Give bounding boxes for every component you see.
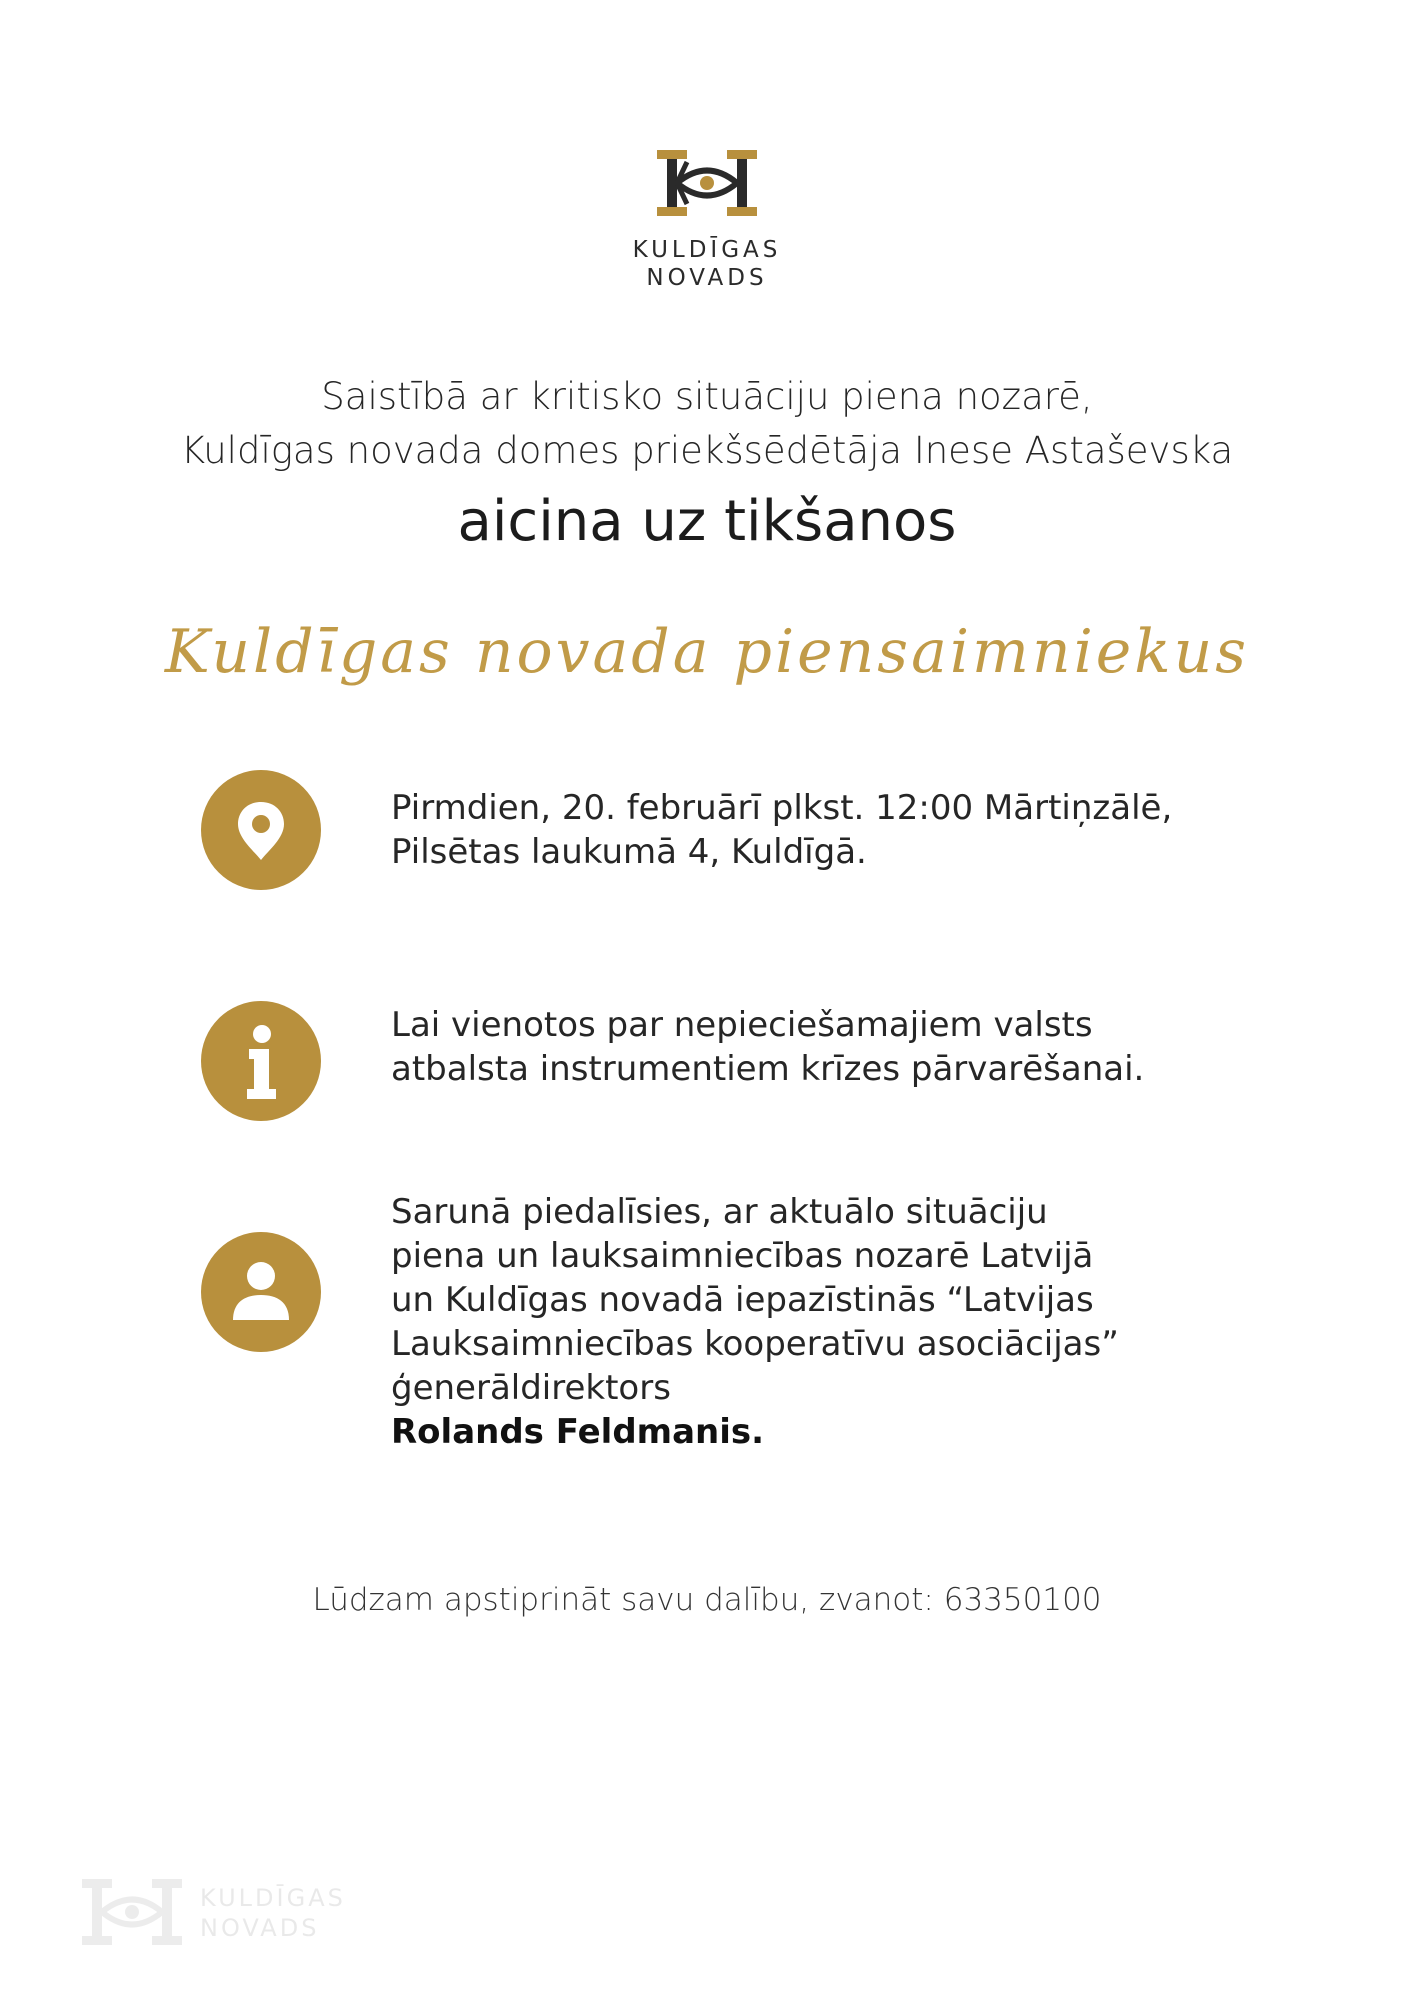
speaker-line1: Sarunā piedalīsies, ar aktuālo situāciju	[391, 1192, 1048, 1232]
watermark-line1: KULDĪGAS	[200, 1884, 346, 1912]
audience-heading: Kuldīgas novada piensaimniekus	[164, 617, 1250, 687]
speaker-line4: Lauksaimniecības kooperatīvu asociācijas”	[391, 1324, 1119, 1364]
info-icon	[201, 1001, 321, 1121]
speaker-line3: un Kuldīgas novadā iepazīstinās “Latvijas	[391, 1280, 1094, 1320]
watermark-logo	[82, 1879, 382, 1949]
watermark-emblem-icon	[82, 1879, 182, 1945]
watermark-text	[200, 1883, 346, 1943]
logo-text-line1: KULDĪGAS	[632, 237, 782, 263]
location-pin-icon	[201, 770, 321, 890]
intro-line2: Kuldīgas novada domes priekšsēdētāja Inese Astaševska	[180, 429, 1234, 472]
kuldiga-emblem-icon	[657, 150, 757, 216]
speaker-text	[391, 1190, 1291, 1454]
intro-text	[0, 370, 1414, 478]
purpose-text	[391, 1003, 1291, 1091]
person-icon	[201, 1232, 321, 1352]
logo-text-line2: NOVADS	[646, 265, 768, 291]
kuldiga-logo	[0, 150, 1414, 292]
purpose-line1: Lai vienotos par nepieciešamajiem valsts	[391, 1005, 1093, 1045]
headline: aicina uz tikšanos	[457, 489, 957, 554]
rsvp-text: Lūdzam apstiprināt savu dalību, zvanot: 63350100	[312, 1582, 1102, 1618]
speaker-name: Rolands Feldmanis.	[391, 1412, 765, 1452]
location-line2: Pilsētas laukumā 4, Kuldīgā.	[391, 832, 867, 872]
purpose-line2: atbalsta instrumentiem krīzes pārvarēšanai.	[391, 1049, 1145, 1089]
location-text	[391, 786, 1291, 874]
speaker-line2: piena un lauksaimniecības nozarē Latvijā	[391, 1236, 1094, 1276]
watermark-line2: NOVADS	[200, 1914, 320, 1942]
location-line1: Pirmdien, 20. februārī plkst. 12:00 Mārtiņzālē,	[391, 788, 1173, 828]
speaker-line5: ģenerāldirektors	[391, 1368, 671, 1408]
intro-line1: Saistībā ar kritisko situāciju piena nozarē,	[321, 375, 1093, 418]
